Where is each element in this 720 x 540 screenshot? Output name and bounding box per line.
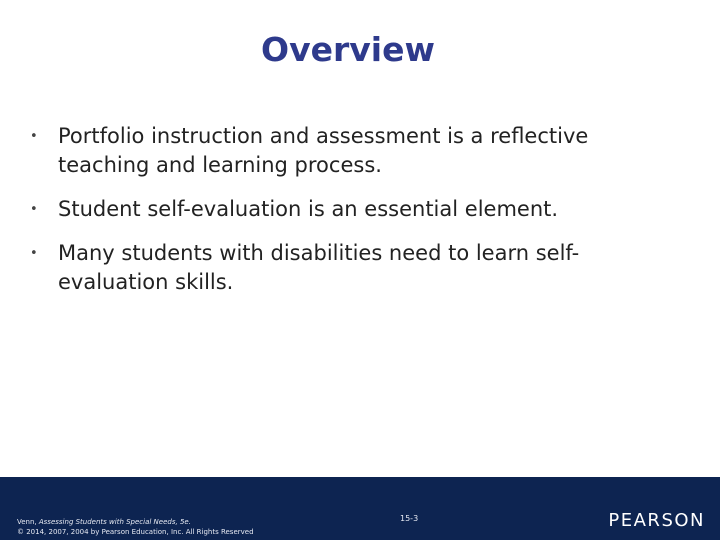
copyright-line: © 2014, 2007, 2004 by Pearson Education, Inc. All Rights Reserved (17, 528, 254, 536)
bullet-item (30, 122, 680, 180)
citation-author: Venn, (17, 518, 39, 526)
bullet-item (30, 195, 680, 224)
bullet-text: Student self-evaluation is an essential element. (58, 197, 559, 221)
bullet-icon: • (30, 202, 38, 217)
footer-bar (0, 477, 720, 540)
page-number: 15-3 (400, 514, 419, 523)
bullet-list (30, 122, 680, 312)
bullet-item (30, 239, 680, 297)
citation-line (17, 517, 327, 527)
slide-title: Overview (261, 30, 435, 69)
bullet-icon: • (30, 129, 38, 144)
pearson-logo: PEARSON (608, 510, 705, 531)
bullet-icon: • (30, 246, 38, 261)
citation-book-title: Assessing Students with Special Needs, 5e. (38, 518, 191, 526)
bullet-text: Portfolio instruction and assessment is a reflective teaching and learning process. (58, 124, 589, 177)
bullet-text: Many students with disabilities need to learn self-evaluation skills. (58, 241, 580, 294)
footer-credit (17, 517, 327, 537)
